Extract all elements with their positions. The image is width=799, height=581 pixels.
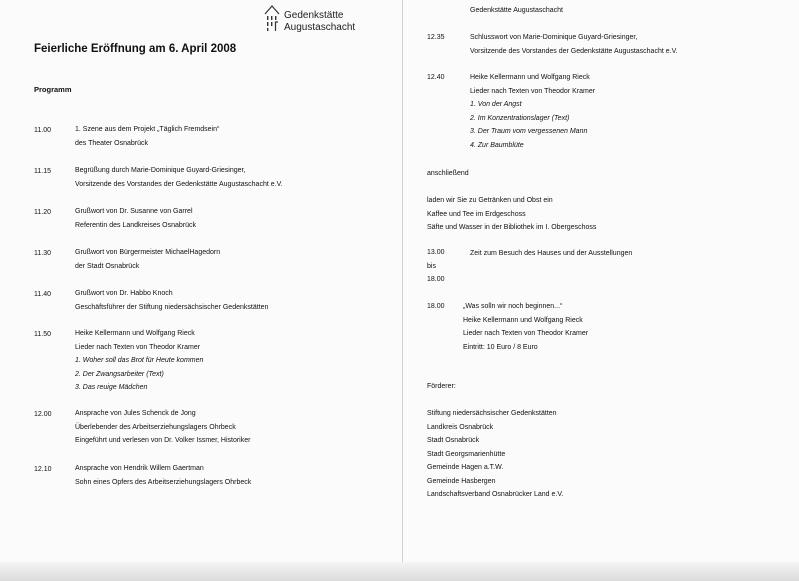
visit-time-to: 18.00 — [427, 276, 445, 283]
program-line: Überlebender des Arbeitserziehungslagers Ohrbeck — [75, 423, 236, 431]
program-line: Vorsitzende des Vorstandes der Gedenkstätte Augustaschacht e.V. — [470, 47, 678, 55]
afterwards-line: laden wir Sie zu Getränken und Obst ein — [427, 197, 553, 204]
program-line: Begrüßung durch Marie-Dominique Guyard-Griesinger, — [75, 167, 246, 174]
afterwards-label: anschließend — [427, 170, 469, 177]
program-line: Schlusswort von Marie-Dominique Guyard-Griesinger, — [470, 34, 638, 41]
sponsor-item: Gemeinde Hagen a.T.W. — [427, 464, 504, 471]
program-line: 1. Von der Angst — [470, 101, 522, 108]
program-line: Grußwort von Bürgermeister MichaelHagedorn — [75, 249, 221, 256]
program-line: Grußwort von Dr. Habbo Knoch — [75, 290, 173, 297]
program-line: Geschäftsführer der Stiftung niedersächsischer Gedenkstätten — [75, 303, 269, 311]
program-time: 11.15 — [34, 168, 51, 175]
program-time: 11.50 — [34, 331, 51, 338]
program-heading: Programm — [34, 85, 72, 94]
program-line: 4. Zur Baumblüte — [470, 141, 524, 149]
program-line: Lieder nach Texten von Theodor Kramer — [75, 343, 201, 351]
program-line: Heike Kellermann und Wolfgang Rieck — [470, 74, 590, 81]
visit-to-word: bis — [427, 263, 436, 270]
program-line: 3. Der Traum vom vergessenen Mann — [470, 128, 588, 135]
page-title: Feierliche Eröffnung am 6. April 2008 — [34, 43, 237, 55]
evening-line: „Was solln wir noch beginnen...“ — [463, 303, 563, 310]
visit-time-from: 13.00 — [427, 249, 445, 256]
logo-line-1: Gedenkstätte — [284, 10, 344, 21]
program-line: Heike Kellermann und Wolfgang Rieck — [75, 330, 195, 337]
program-line: Sohn eines Opfers des Arbeitserziehungslagers Ohrbeck — [75, 478, 252, 486]
program-line: des Theater Osnabrück — [75, 139, 149, 147]
sponsor-item: Stadt Osnabrück — [427, 437, 480, 444]
program-time: 11.00 — [34, 127, 51, 134]
afterwards-line: Säfte und Wasser in der Bibliothek im I. Obergeschoss — [427, 224, 597, 231]
logo-line-2: Augustaschacht — [284, 22, 356, 33]
sponsor-item: Landkreis Osnabrück — [427, 423, 494, 431]
continued-heading-line: Gedenkstätte Augustaschacht — [470, 7, 564, 14]
sponsor-item: Landschaftsverband Osnabrücker Land e.V. — [427, 491, 564, 498]
sponsor-item: Gemeinde Hasbergen — [427, 477, 496, 485]
sponsor-item: Stiftung niedersächsischer Gedenkstätten — [427, 410, 557, 417]
program-line: 1. Woher soll das Brot für Heute kommen — [75, 357, 204, 364]
evening-line: Eintritt: 10 Euro / 8 Euro — [463, 343, 538, 351]
program-time: 11.30 — [34, 250, 51, 257]
sponsor-item: Stadt Georgsmarienhütte — [427, 450, 506, 458]
program-line: Referentin des Landkreises Osnabrück — [75, 221, 197, 229]
page-fold-line — [402, 0, 403, 570]
evening-line: Lieder nach Texten von Theodor Kramer — [463, 330, 589, 337]
program-line: 3. Das reuige Mädchen — [75, 384, 148, 391]
program-line: Ansprache von Hendrik Willem Gaertman — [75, 465, 204, 472]
program-line: 2. Der Zwangsarbeiter (Text) — [75, 370, 164, 378]
program-line: 1. Szene aus dem Projekt „Täglich Fremdsein“ — [75, 126, 220, 133]
program-time: 11.40 — [34, 291, 51, 298]
visit-text: Zeit zum Besuch des Hauses und der Ausstellungen — [470, 250, 633, 257]
evening-line: Heike Kellermann und Wolfgang Rieck — [463, 316, 583, 324]
program-line: Vorsitzende des Vorstandes der Gedenkstätte Augustaschacht e.V. — [75, 180, 283, 188]
program-line: Ansprache von Jules Schenck de Jong — [75, 410, 196, 417]
sponsors-label: Förderer: — [427, 383, 456, 390]
program-time: 12.10 — [34, 466, 52, 473]
evening-time: 18.00 — [427, 303, 445, 310]
program-time: 12.40 — [427, 74, 445, 81]
program-time: 12.00 — [34, 411, 52, 418]
scan-bottom-edge — [0, 562, 799, 581]
program-line: Eingeführt und verlesen von Dr. Volker Issmer, Historiker — [75, 437, 251, 444]
program-line: der Stadt Osnabrück — [75, 262, 140, 270]
program-time: 12.35 — [427, 34, 445, 41]
program-line: 2. Im Konzentrationslager (Text) — [470, 114, 570, 122]
program-line: Lieder nach Texten von Theodor Kramer — [470, 87, 596, 95]
memorial-logo-icon — [263, 4, 281, 32]
afterwards-line: Kaffee und Tee im Erdgeschoss — [427, 210, 526, 218]
program-line: Grußwort von Dr. Susanne von Garrel — [75, 208, 193, 215]
program-time: 11.20 — [34, 209, 51, 216]
